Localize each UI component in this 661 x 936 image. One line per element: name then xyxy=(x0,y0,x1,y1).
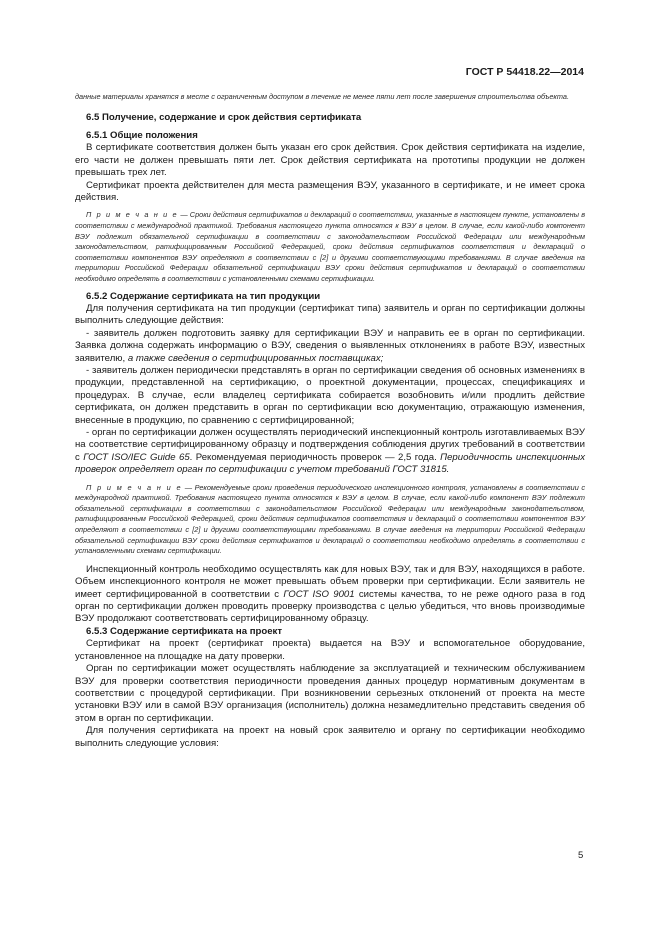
standard-reference: ГОСТ ISO/IEC Guide 65 xyxy=(83,451,190,463)
intro-note: данные материалы хранятся в месте с ограниченным доступом в течение не менее пяти лет после завершения строительства объекта. xyxy=(75,92,570,101)
section-6-5-1-title: 6.5.1 Общие положения xyxy=(86,130,198,141)
section-6-5-2-title: 6.5.2 Содержание сертификата на тип продукции xyxy=(86,290,321,302)
note-1 xyxy=(75,210,585,284)
page-number: 5 xyxy=(578,850,584,861)
paragraph-text: системы качества, то не реже одного раза в год орган по сертификации должен проводить проверку производства с целью убедиться, что вновь производимые ВЭУ продолжают соответствовать сертифицированному образцу. xyxy=(75,588,585,625)
list-item-text: - орган по сертификации должен осуществлять периодический инспекционный контроль изготавливаемых ВЭУ на соответствие сертифицированному образцу и подтверждения соблюдения других требований в соответствии с xyxy=(75,427,585,463)
paragraph: Сертификат на проект (сертификат проекта) выдается на ВЭУ и вспомогательное оборудование, установленное на площадке на дату проверки. xyxy=(75,638,585,662)
list-item xyxy=(75,427,585,477)
section-6-5-3-title: 6.5.3 Содержание сертификата на проект xyxy=(86,625,283,637)
note-text: — Сроки действия сертификатов и деклараций о соответствии, указанные в настоящем пункте, установлены в соответствии с международной практикой. Требования настоящего пункта относятся к ВЭУ в целом. В случае, если какой-либо компонент ВЭУ подлежит обязательной сертификации в соответствии с законодательством Российской Федерации или международным законодательством, ратифицированным Российской Федерацией, сроки действия сертификатов соответствия и деклараций о соответствии компонентов ВЭУ определяют в соответствии с [2] и другими соответствующими требованиями. В случае введения на территории Российской Федерации обязательной сертификации ВЭУ сроки действия сертификатов и деклараций о соответствии необходимо определять в соответствии с установленными схемами сертификации. xyxy=(75,210,585,283)
list-item-text-italic: Периодичность инспекционных проверок определяет орган по сертификации с учетом требований ГОСТ 31815. xyxy=(75,451,586,476)
paragraph: В сертификате соответствия должен быть указан его срок действия. Срок действия сертификата на изделие, его части не должен превышать пяти лет. Срок действия сертификата на прототипы продукции не должен превышать трех лет. xyxy=(75,142,585,179)
note-label: П р и м е ч а н и е xyxy=(86,210,179,220)
paragraph: Сертификат проекта действителен для места размещения ВЭУ, указанного в сертификате, и не имеет срока действия. xyxy=(75,179,585,204)
note-label: П р и м е ч а н и е xyxy=(86,482,183,492)
section-6-5-title: 6.5 Получение, содержание и срок действия сертификата xyxy=(86,111,362,123)
note-text: — Рекомендуемые сроки проведения периодического инспекционного контроля, установлены в соответствии с международной практикой. Требования настоящего пункта относятся к ВЭУ в целом. В случае, если какой-либо компонент ВЭУ подлежит обязательной сертификации в соответствии с законодательством Российской Федерации или международным законодательством, ратифицированным Российской Федерацией, сроки действия сертификатов соответствия и деклараций о соответствии компонентов ВЭУ определяют в соответствии с [2] и другими соответствующими требованиями. В случае введения на территории Российской Федерации обязательной сертификации ВЭУ сроки действия сертификатов и деклараций о соответствии необходимо определять в соответствии с установленными схемами сертификации. xyxy=(75,482,586,556)
paragraph: Для получения сертификата на проект на новый срок заявителю и органу по сертификации необходимо выполнить следующие условия: xyxy=(75,725,585,749)
paragraph: Для получения сертификата на тип продукции (сертификат типа) заявитель и орган по сертификации должны выполнить следующие действия: xyxy=(75,303,585,327)
list-item-text: . Рекомендуемая периодичность проверок — 2,5 года. xyxy=(189,451,441,463)
list-item-text: - заявитель должен подготовить заявку для сертификации ВЭУ и направить ее в орган по сертификации. Заявка должна содержать информацию о ВЭУ, сведения о выявленных отклонениях в работе ВЭУ, известных заявителю, xyxy=(75,327,585,364)
standard-reference: ГОСТ ISO 9001 xyxy=(283,588,355,600)
list-item xyxy=(75,328,585,365)
document-id: ГОСТ Р 54418.22—2014 xyxy=(465,66,584,78)
paragraph: Орган по сертификации может осуществлять наблюдение за эксплуатацией и техническим обслуживанием ВЭУ для проверки соответствия периодичности проведения данных процедур нормативным документам в соответствии с процедурой сертификации. При возникновении серьезных отклонений от проекта на месте установки ВЭУ или в самой ВЭУ организация (исполнитель) должна незамедлительно представить сведения об этом в орган по сертификации. xyxy=(75,663,585,724)
page-content xyxy=(75,92,585,750)
note-2 xyxy=(75,483,585,557)
list-item-text-italic: а также сведения о сертифицированных поставщиках; xyxy=(127,352,384,364)
paragraph xyxy=(75,564,585,626)
paragraph-text: Инспекционный контроль необходимо осуществлять как для новых ВЭУ, так и для ВЭУ, находящихся в работе. Объем инспекционного контроля не может превышать объем проверки при сертификации. Если заявитель не имеет сертифицированной в соответствии с xyxy=(75,563,585,600)
list-item: - заявитель должен периодически представлять в орган по сертификации сведения об основных изменениях в продукции, представленной на сертификацию, о проектной документации, процессах, спецификациях и процедурах. В случае, если владелец сертификата собирается возобновить и/или продлить действие сертификата, он должен представить в орган по сертификации всю документацию, отражающую изменения, внесенные в продукцию, по сравнению с сертифицированной; xyxy=(75,365,585,426)
